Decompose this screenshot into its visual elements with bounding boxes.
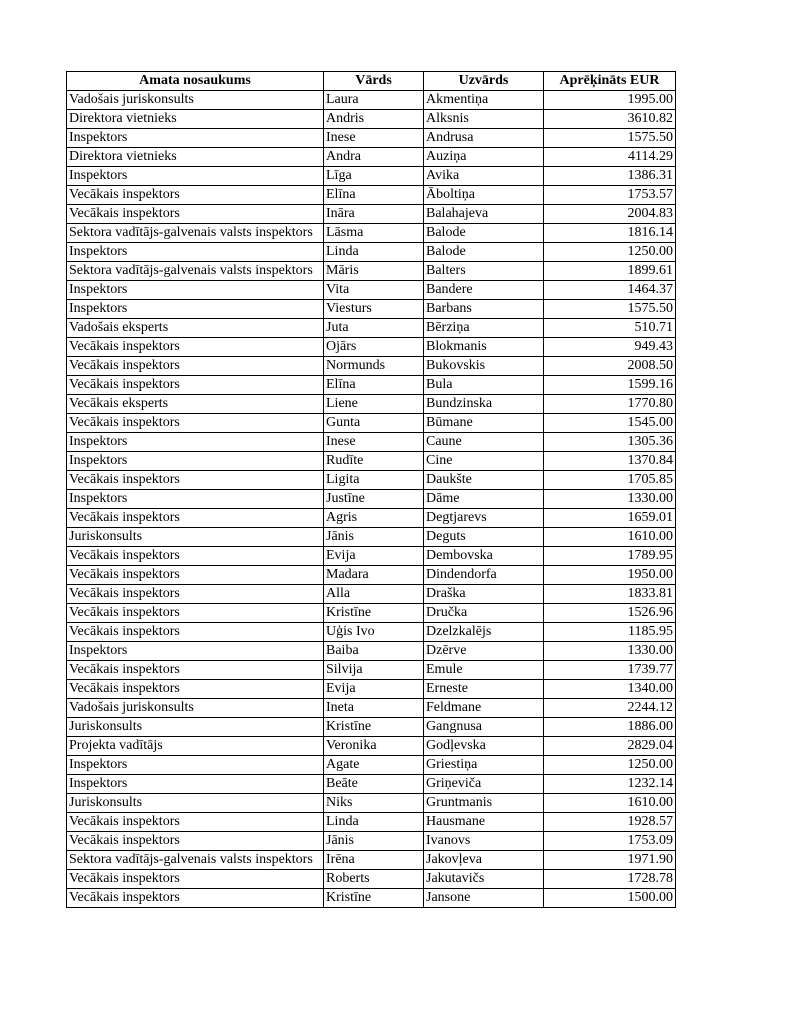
cell-amount-eur: 1232.14 [544,775,676,794]
cell-amount-eur: 1610.00 [544,528,676,547]
header-row [67,72,676,91]
cell-position: Vadošais juriskonsults [67,91,324,110]
cell-first-name: Andra [324,148,424,167]
cell-position: Juriskonsults [67,528,324,547]
cell-last-name: Jakovļeva [424,851,544,870]
cell-first-name: Ināra [324,205,424,224]
cell-position: Vecākais inspektors [67,186,324,205]
cell-amount-eur: 1545.00 [544,414,676,433]
cell-last-name: Bērziņa [424,319,544,338]
table-row [67,110,676,129]
cell-amount-eur: 1610.00 [544,794,676,813]
cell-first-name: Ojārs [324,338,424,357]
cell-last-name: Emule [424,661,544,680]
cell-first-name: Justīne [324,490,424,509]
table-row [67,699,676,718]
cell-last-name: Gruntmanis [424,794,544,813]
cell-first-name: Inese [324,433,424,452]
cell-amount-eur: 1705.85 [544,471,676,490]
header-position: Amata nosaukums [67,72,324,91]
cell-last-name: Andrusa [424,129,544,148]
table-row [67,471,676,490]
cell-first-name: Viesturs [324,300,424,319]
cell-amount-eur: 1950.00 [544,566,676,585]
cell-amount-eur: 949.43 [544,338,676,357]
cell-last-name: Feldmane [424,699,544,718]
table-row [67,376,676,395]
cell-last-name: Dembovska [424,547,544,566]
cell-last-name: Dzērve [424,642,544,661]
table-header [67,72,676,91]
table-row [67,319,676,338]
table-row [67,718,676,737]
cell-position: Vadošais juriskonsults [67,699,324,718]
cell-position: Projekta vadītājs [67,737,324,756]
cell-last-name: Būmane [424,414,544,433]
table-row [67,300,676,319]
cell-first-name: Normunds [324,357,424,376]
cell-last-name: Bukovskis [424,357,544,376]
cell-first-name: Veronika [324,737,424,756]
cell-first-name: Jānis [324,832,424,851]
cell-position: Vecākais inspektors [67,338,324,357]
table-row [67,794,676,813]
cell-last-name: Jansone [424,889,544,908]
cell-position: Juriskonsults [67,718,324,737]
cell-position: Juriskonsults [67,794,324,813]
cell-last-name: Bula [424,376,544,395]
table-row [67,395,676,414]
cell-last-name: Gangnusa [424,718,544,737]
cell-last-name: Dindendorfa [424,566,544,585]
table-row [67,205,676,224]
cell-amount-eur: 1816.14 [544,224,676,243]
cell-position: Vecākais inspektors [67,566,324,585]
cell-position: Vecākais inspektors [67,813,324,832]
cell-last-name: Griestiņa [424,756,544,775]
table-row [67,832,676,851]
cell-position: Vecākais inspektors [67,357,324,376]
cell-amount-eur: 1250.00 [544,756,676,775]
cell-position: Sektora vadītājs-galvenais valsts inspektors [67,262,324,281]
cell-position: Vecākais inspektors [67,661,324,680]
cell-position: Vecākais inspektors [67,680,324,699]
table-row [67,680,676,699]
cell-first-name: Ligita [324,471,424,490]
cell-last-name: Blokmanis [424,338,544,357]
cell-position: Inspektors [67,775,324,794]
cell-position: Inspektors [67,129,324,148]
cell-amount-eur: 1833.81 [544,585,676,604]
cell-last-name: Bandere [424,281,544,300]
table-row [67,338,676,357]
cell-amount-eur: 1739.77 [544,661,676,680]
cell-position: Vecākais inspektors [67,623,324,642]
cell-last-name: Āboltiņa [424,186,544,205]
cell-position: Vecākais inspektors [67,547,324,566]
table-row [67,91,676,110]
cell-last-name: Balode [424,243,544,262]
table-row [67,243,676,262]
cell-first-name: Rudīte [324,452,424,471]
cell-first-name: Kristīne [324,604,424,623]
table-row [67,281,676,300]
cell-first-name: Laura [324,91,424,110]
cell-first-name: Elīna [324,186,424,205]
cell-amount-eur: 1386.31 [544,167,676,186]
table-row [67,528,676,547]
table-row [67,585,676,604]
cell-last-name: Avika [424,167,544,186]
cell-position: Inspektors [67,756,324,775]
table-row [67,452,676,471]
cell-amount-eur: 1928.57 [544,813,676,832]
table-row [67,737,676,756]
header-amount-eur: Aprēķināts EUR [544,72,676,91]
cell-first-name: Inese [324,129,424,148]
cell-first-name: Uģis Ivo [324,623,424,642]
cell-amount-eur: 1340.00 [544,680,676,699]
cell-amount-eur: 1899.61 [544,262,676,281]
cell-last-name: Auziņa [424,148,544,167]
table-row [67,433,676,452]
cell-amount-eur: 1753.57 [544,186,676,205]
cell-amount-eur: 1770.80 [544,395,676,414]
cell-last-name: Deguts [424,528,544,547]
table-row [67,509,676,528]
cell-position: Inspektors [67,167,324,186]
cell-first-name: Līga [324,167,424,186]
cell-position: Inspektors [67,490,324,509]
table-row [67,661,676,680]
cell-amount-eur: 1659.01 [544,509,676,528]
cell-position: Vecākais inspektors [67,604,324,623]
cell-last-name: Balahajeva [424,205,544,224]
cell-first-name: Linda [324,813,424,832]
table-row [67,813,676,832]
cell-amount-eur: 2008.50 [544,357,676,376]
cell-position: Inspektors [67,452,324,471]
cell-first-name: Agris [324,509,424,528]
cell-amount-eur: 1330.00 [544,490,676,509]
table-row [67,642,676,661]
table-row [67,224,676,243]
cell-amount-eur: 1886.00 [544,718,676,737]
cell-amount-eur: 4114.29 [544,148,676,167]
cell-last-name: Caune [424,433,544,452]
table-row [67,547,676,566]
cell-amount-eur: 2829.04 [544,737,676,756]
cell-last-name: Daukšte [424,471,544,490]
cell-first-name: Juta [324,319,424,338]
cell-first-name: Vita [324,281,424,300]
cell-last-name: Alksnis [424,110,544,129]
cell-first-name: Alla [324,585,424,604]
cell-last-name: Cine [424,452,544,471]
cell-position: Vadošais eksperts [67,319,324,338]
cell-position: Inspektors [67,642,324,661]
cell-first-name: Gunta [324,414,424,433]
cell-last-name: Ivanovs [424,832,544,851]
table-row [67,129,676,148]
cell-last-name: Hausmane [424,813,544,832]
cell-first-name: Baiba [324,642,424,661]
cell-first-name: Evija [324,680,424,699]
cell-last-name: Draška [424,585,544,604]
cell-last-name: Balode [424,224,544,243]
cell-position: Direktora vietnieks [67,110,324,129]
cell-amount-eur: 1526.96 [544,604,676,623]
cell-last-name: Akmentiņa [424,91,544,110]
cell-amount-eur: 3610.82 [544,110,676,129]
cell-first-name: Liene [324,395,424,414]
cell-amount-eur: 1575.50 [544,300,676,319]
table-row [67,186,676,205]
cell-position: Direktora vietnieks [67,148,324,167]
cell-amount-eur: 510.71 [544,319,676,338]
cell-last-name: Dzelzkalējs [424,623,544,642]
cell-position: Vecākais inspektors [67,414,324,433]
cell-amount-eur: 1250.00 [544,243,676,262]
table-row [67,414,676,433]
cell-amount-eur: 1305.36 [544,433,676,452]
table-row [67,889,676,908]
table-row [67,756,676,775]
cell-amount-eur: 1599.16 [544,376,676,395]
cell-position: Vecākais inspektors [67,376,324,395]
cell-position: Inspektors [67,433,324,452]
cell-amount-eur: 1464.37 [544,281,676,300]
cell-last-name: Jakutavičs [424,870,544,889]
cell-position: Vecākais eksperts [67,395,324,414]
cell-first-name: Andris [324,110,424,129]
cell-position: Vecākais inspektors [67,205,324,224]
cell-first-name: Kristīne [324,718,424,737]
table-body [67,91,676,908]
cell-amount-eur: 1753.09 [544,832,676,851]
cell-position: Vecākais inspektors [67,832,324,851]
cell-position: Inspektors [67,281,324,300]
table-row [67,566,676,585]
cell-first-name: Jānis [324,528,424,547]
cell-position: Vecākais inspektors [67,585,324,604]
cell-first-name: Lāsma [324,224,424,243]
cell-first-name: Māris [324,262,424,281]
cell-last-name: Erneste [424,680,544,699]
cell-last-name: Dručka [424,604,544,623]
cell-first-name: Elīna [324,376,424,395]
table-row [67,870,676,889]
cell-amount-eur: 2244.12 [544,699,676,718]
cell-first-name: Beāte [324,775,424,794]
cell-last-name: Barbans [424,300,544,319]
cell-first-name: Irēna [324,851,424,870]
cell-first-name: Silvija [324,661,424,680]
cell-amount-eur: 1971.90 [544,851,676,870]
cell-first-name: Niks [324,794,424,813]
table-row [67,851,676,870]
cell-first-name: Madara [324,566,424,585]
cell-first-name: Roberts [324,870,424,889]
cell-position: Inspektors [67,243,324,262]
table-row [67,167,676,186]
header-last-name: Uzvārds [424,72,544,91]
cell-amount-eur: 1185.95 [544,623,676,642]
table-row [67,357,676,376]
cell-last-name: Griņeviča [424,775,544,794]
cell-amount-eur: 1789.95 [544,547,676,566]
salary-table [66,71,676,908]
table-row [67,490,676,509]
cell-last-name: Godļevska [424,737,544,756]
cell-first-name: Ineta [324,699,424,718]
cell-amount-eur: 1995.00 [544,91,676,110]
cell-amount-eur: 1500.00 [544,889,676,908]
cell-amount-eur: 1370.84 [544,452,676,471]
cell-amount-eur: 2004.83 [544,205,676,224]
header-first-name: Vārds [324,72,424,91]
cell-position: Vecākais inspektors [67,509,324,528]
cell-position: Sektora vadītājs-galvenais valsts inspektors [67,224,324,243]
cell-first-name: Evija [324,547,424,566]
cell-first-name: Linda [324,243,424,262]
cell-amount-eur: 1728.78 [544,870,676,889]
table-row [67,623,676,642]
cell-position: Inspektors [67,300,324,319]
cell-position: Vecākais inspektors [67,870,324,889]
cell-last-name: Dāme [424,490,544,509]
table-row [67,262,676,281]
table-row [67,148,676,167]
cell-last-name: Bundzinska [424,395,544,414]
cell-position: Vecākais inspektors [67,471,324,490]
table-row [67,775,676,794]
cell-first-name: Agate [324,756,424,775]
cell-amount-eur: 1330.00 [544,642,676,661]
cell-last-name: Balters [424,262,544,281]
table-row [67,604,676,623]
cell-amount-eur: 1575.50 [544,129,676,148]
cell-first-name: Kristīne [324,889,424,908]
cell-position: Sektora vadītājs-galvenais valsts inspektors [67,851,324,870]
cell-position: Vecākais inspektors [67,889,324,908]
cell-last-name: Degtjarevs [424,509,544,528]
